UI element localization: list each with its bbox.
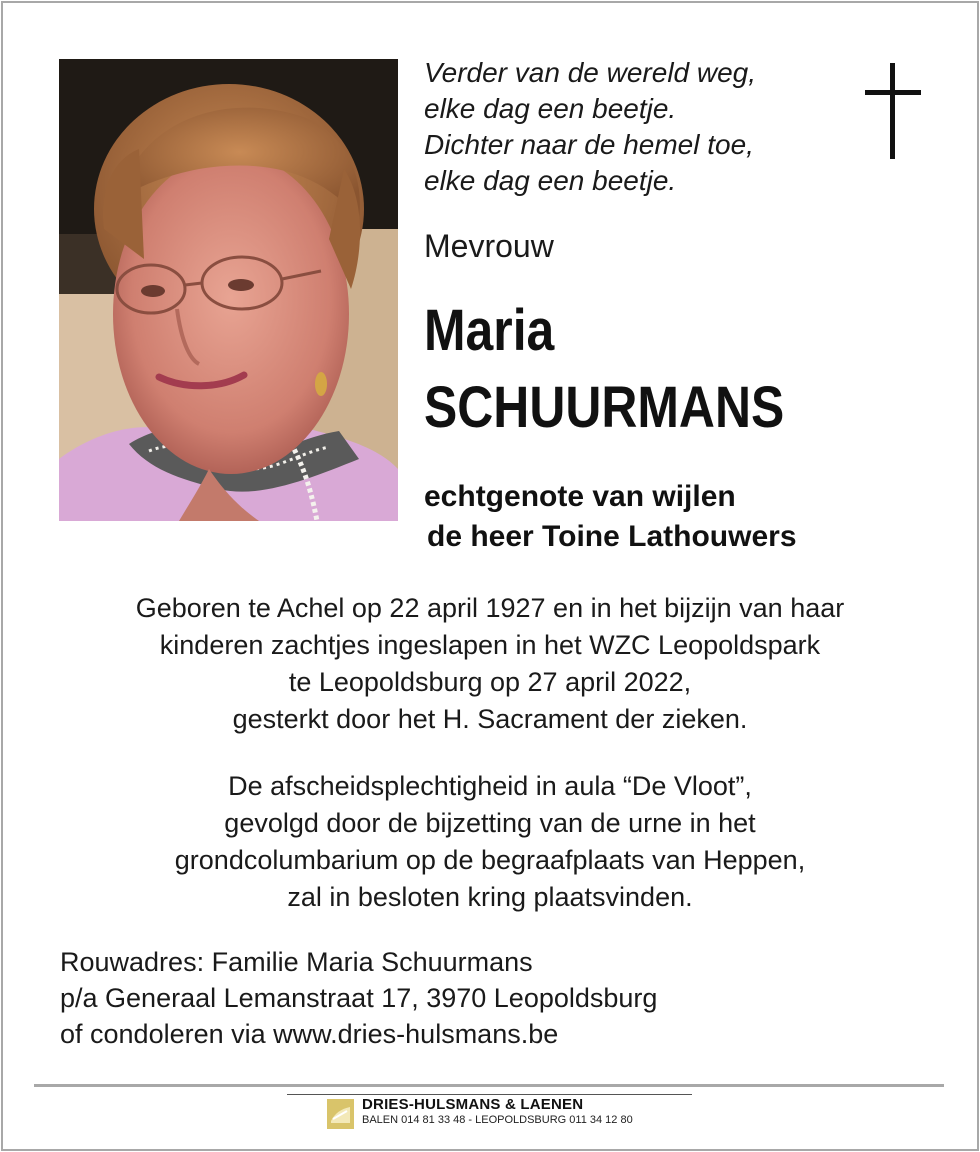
poem-line: elke dag een beetje. xyxy=(424,165,677,196)
biography xyxy=(40,590,940,738)
cross-icon xyxy=(865,63,921,159)
contact-link[interactable]: of condoleren via www.dries-hulsmans.be xyxy=(60,1019,559,1049)
first-name: Maria xyxy=(424,298,555,363)
contact-info xyxy=(60,944,657,1052)
divider xyxy=(34,1084,944,1087)
bio-line: te Leopoldsburg op 27 april 2022, xyxy=(288,667,692,697)
ceremony-line: De afscheidsplechtigheid in aula “De Vloot”, xyxy=(228,771,752,801)
bio-line: gesterkt door het H. Sacrament der zieken. xyxy=(232,704,748,734)
contact-line: p/a Generaal Lemanstraat 17, 3970 Leopoldsburg xyxy=(60,983,658,1013)
spouse-info xyxy=(424,477,797,557)
funeral-home-logo-icon xyxy=(327,1099,354,1129)
ceremony-line: grondcolumbarium op de begraafplaats van Heppen, xyxy=(174,845,806,875)
ceremony-line: gevolgd door de bijzetting van de urne in het xyxy=(224,808,756,838)
ceremony-line: zal in besloten kring plaatsvinden. xyxy=(287,882,693,912)
poem xyxy=(424,55,844,199)
spouse-line: de heer Toine Lathouwers xyxy=(427,520,797,553)
poem-line: Dichter naar de hemel toe, xyxy=(424,129,754,160)
portrait-image xyxy=(59,59,398,521)
poem-line: elke dag een beetje. xyxy=(424,93,677,124)
spouse-line: echtgenote van wijlen xyxy=(424,480,736,513)
salutation: Mevrouw xyxy=(424,228,554,264)
bio-line: Geboren te Achel op 22 april 1927 en in het bijzijn van haar xyxy=(135,593,845,623)
last-name: SCHUURMANS xyxy=(424,375,785,440)
contact-line: Rouwadres: Familie Maria Schuurmans xyxy=(60,947,533,977)
bio-line: kinderen zachtjes ingeslapen in het WZC Leopoldspark xyxy=(159,630,821,660)
funeral-home-phones: BALEN 014 81 33 48 - LEOPOLDSBURG 011 34 12 80 xyxy=(362,1114,633,1126)
poem-line: Verder van de wereld weg, xyxy=(424,57,757,88)
footer-divider xyxy=(287,1094,692,1095)
ceremony-info xyxy=(40,768,940,916)
funeral-home-name: DRIES-HULSMANS & LAENEN xyxy=(362,1096,584,1113)
portrait-photo xyxy=(59,59,398,521)
